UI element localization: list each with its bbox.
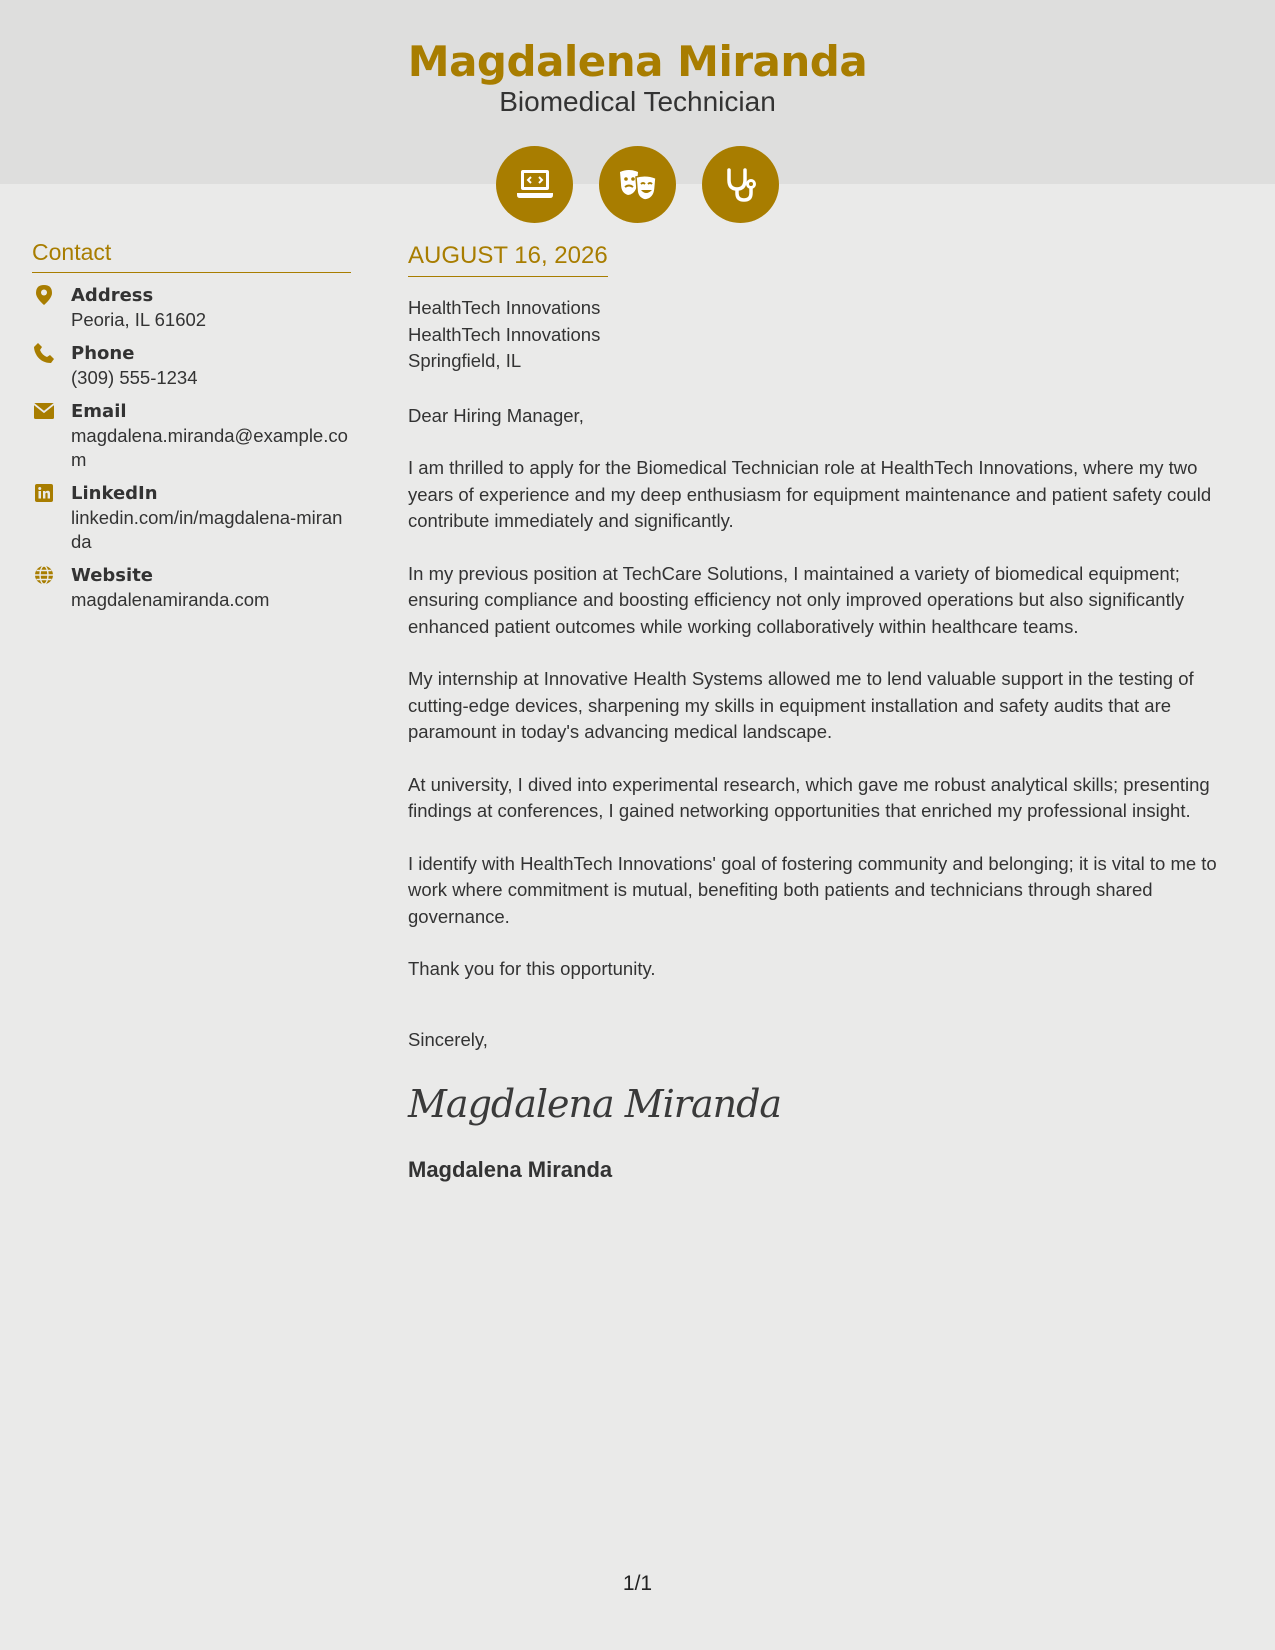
stethoscope-icon <box>702 146 779 223</box>
closing: Sincerely, <box>408 1028 488 1050</box>
body-paragraph: In my previous position at TechCare Solutions, I maintained a variety of biomedical equipment; ensuring compliance and boosting efficiency not only improved operations but also significantly enhanced patient outcomes while working collaboratively within healthcare teams. <box>408 562 1185 637</box>
globe-icon <box>34 565 54 585</box>
salutation: Dear Hiring Manager, <box>408 404 584 426</box>
contact-value: magdalena.miranda@example.com <box>71 425 348 470</box>
map-marker-icon <box>34 285 54 305</box>
contact-item-address <box>32 284 351 332</box>
contact-item-website <box>32 564 351 612</box>
recipient-line: Springfield, IL <box>408 350 522 371</box>
signer-name: Magdalena Miranda <box>408 1157 613 1182</box>
contact-value: magdalenamiranda.com <box>71 589 270 610</box>
letter-date: AUGUST 16, 2026 <box>408 240 608 277</box>
signature-text: Magdalena Miranda <box>408 1082 782 1126</box>
contact-label: Phone <box>71 343 135 364</box>
body-paragraph: I identify with HealthTech Innovations' goal of fostering community and belonging; it is vital to me to work where commitment is mutual, benefiting both patients and technicians through shared governance. <box>408 852 1217 927</box>
signature-image <box>408 1075 782 1135</box>
envelope-icon <box>34 401 54 421</box>
applicant-name: Magdalena Miranda <box>407 37 868 86</box>
cover-letter <box>408 240 1246 1185</box>
body-paragraph: My internship at Innovative Health Systems allowed me to lend valuable support in the testing of cutting-edge devices, sharpening my skills in equipment installation and safety audits that are paramount in today's advancing medical landscape. <box>408 668 1194 742</box>
laptop-code-icon <box>496 146 573 223</box>
linkedin-icon <box>34 483 54 503</box>
contact-heading: Contact <box>32 236 351 273</box>
contact-label: Address <box>71 285 154 306</box>
contact-list <box>32 284 351 622</box>
recipient-block <box>408 295 1246 375</box>
contact-item-phone <box>32 342 351 390</box>
recipient-line: HealthTech Innovations <box>408 297 601 318</box>
contact-value: Peoria, IL 61602 <box>71 309 207 330</box>
contact-label: Email <box>71 401 127 422</box>
hobby-icons <box>496 146 779 223</box>
contact-value: linkedin.com/in/magdalena-miranda <box>71 507 343 552</box>
body-paragraph: I am thrilled to apply for the Biomedical Technician role at HealthTech Innovations, where my two years of experience and my deep enthusiasm for equipment maintenance and patient safety could contribute immediately and significantly. <box>408 457 1212 531</box>
contact-item-linkedin <box>32 482 351 554</box>
recipient-line: HealthTech Innovations <box>408 323 601 345</box>
body-paragraph: At university, I dived into experimental research, which gave me robust analytical skills; presenting findings at conferences, I gained networking opportunities that enriched my professional insight. <box>408 773 1210 821</box>
contact-label: LinkedIn <box>71 483 158 504</box>
phone-icon <box>34 343 54 363</box>
page-number: 1/1 <box>622 1572 653 1595</box>
contact-item-email <box>32 400 351 472</box>
applicant-title: Biomedical Technician <box>499 86 776 117</box>
thank-you-line: Thank you for this opportunity. <box>408 958 656 979</box>
contact-value: (309) 555-1234 <box>71 367 198 388</box>
theater-masks-icon <box>599 146 676 223</box>
contact-label: Website <box>71 565 154 586</box>
